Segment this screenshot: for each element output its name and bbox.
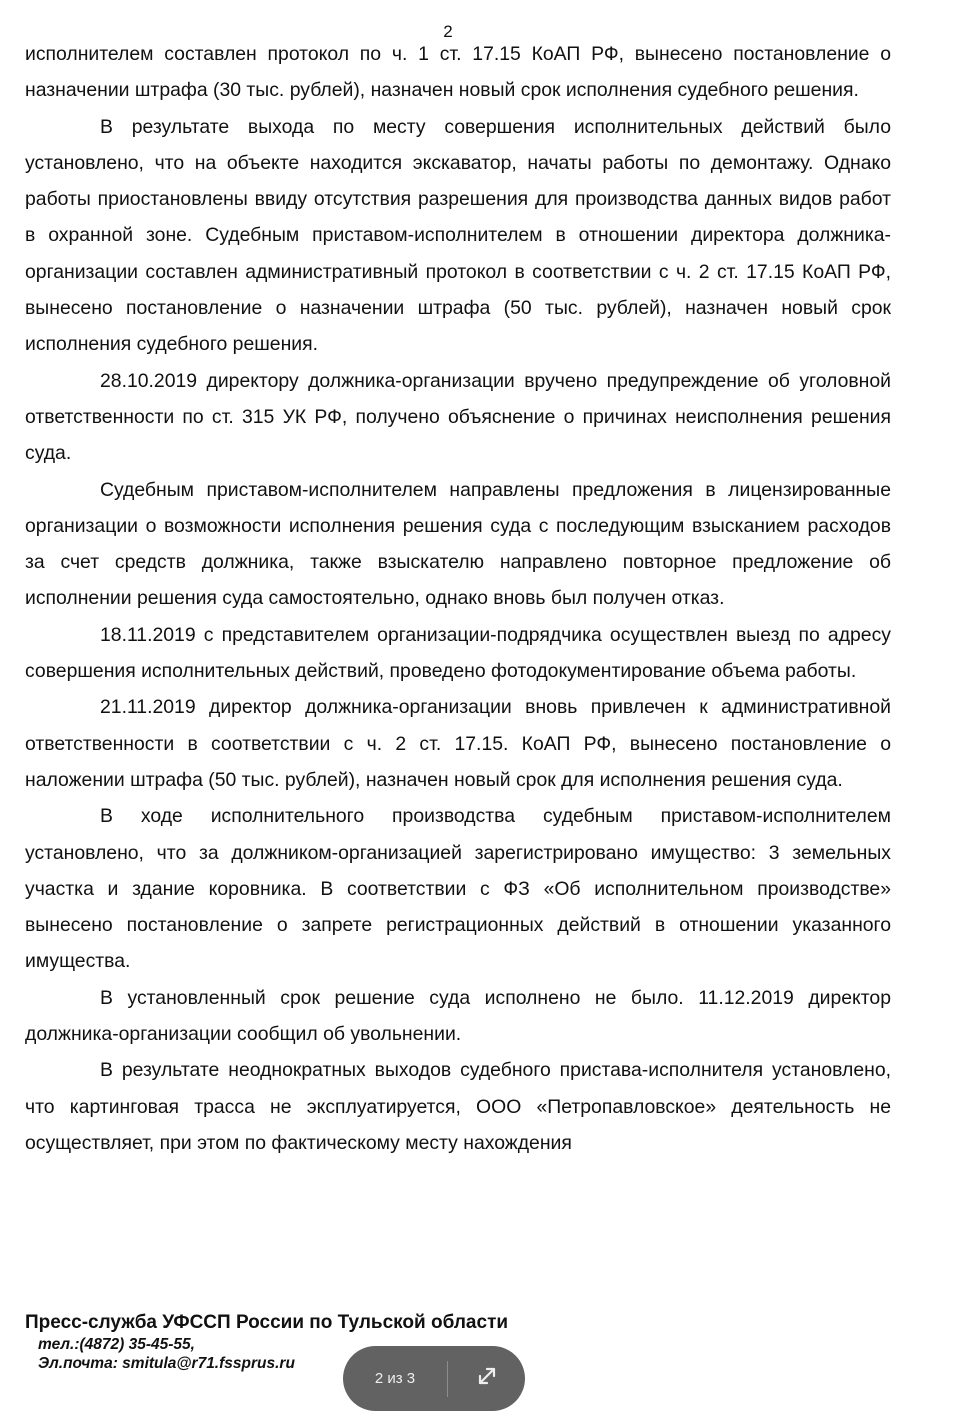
expand-arrows-icon — [476, 1365, 498, 1392]
footer-email: Эл.почта: smitula@r71.fssprus.ru — [38, 1355, 295, 1372]
paragraph: исполнителем составлен протокол по ч. 1 ст. 17.15 КоАП РФ, вынесено постановление о назначении штрафа (30 тыс. рублей), назначен новый срок исполнения судебного решения. — [25, 43, 891, 102]
footer-organization: Пресс-служба УФССП России по Тульской области — [25, 1312, 509, 1333]
expand-button[interactable] — [448, 1346, 525, 1411]
paragraph: Судебным приставом-исполнителем направлены предложения в лицензированные организации о возможности исполнения решения суда с последующим взысканием расходов за счет средств должника, также взыскателю направлено повторное предложение об исполнении решения суда самостоятельно, однако вновь был получен отказ. — [25, 478, 891, 610]
document-body — [25, 36, 891, 1161]
paragraph: В ходе исполнительного производства судебным приставом-исполнителем установлено, что за должником-организацией зарегистрировано имущество: 3 земельных участка и здание коровника. В соответствии с ФЗ «Об исполнительном производстве» вынесено постановление о запрете регистрационных действий в отношении указанного имущества. — [25, 805, 891, 973]
paragraph: 18.11.2019 с представителем организации-подрядчика осуществлен выезд по адресу совершения исполнительных действий, проведено фотодокументирование объема работы. — [25, 623, 891, 683]
page-number: 2 — [443, 22, 453, 41]
paragraph: В результате неоднократных выходов судебного пристава-исполнителя установлено, что картинговая трасса не эксплуатируется, ООО «Петропавловское» деятельность не осуществляет, при этом по фактическому месту нахождения — [25, 1059, 891, 1154]
viewer-controls — [343, 1346, 525, 1411]
paragraph: В установленный срок решение суда исполнено не было. 11.12.2019 директор должника-организации сообщил об увольнении. — [25, 986, 891, 1046]
page-indicator: 2 из 3 — [374, 1370, 416, 1387]
footer-phone: тел.:(4872) 35-45-55, — [38, 1336, 195, 1353]
paragraph: 21.11.2019 директор должника-организации вновь привлечен к административной ответственности в соответствии с ч. 2 ст. 17.15. КоАП РФ, вынесено постановление о наложении штрафа (50 тыс. рублей), назначен новый срок для исполнения решения суда. — [25, 696, 891, 791]
paragraph: В результате выхода по месту совершения исполнительных действий было установлено, что на объекте находится экскаватор, начаты работы по демонтажу. Однако работы приостановлены ввиду отсутствия разрешения для производства данных видов работ в охранной зоне. Судебным приставом-исполнителем в отношении директора должника-организации составлен административный протокол в соответствии с ч. 2 ст. 17.15 КоАП РФ, вынесено постановление о назначении штрафа (50 тыс. рублей), назначен новый срок исполнения судебного решения. — [25, 115, 891, 356]
paragraph: 28.10.2019 директору должника-организации вручено предупреждение об уголовной ответственности по ст. 315 УК РФ, получено объяснение о причинах неисполнения решения суда. — [25, 369, 891, 465]
